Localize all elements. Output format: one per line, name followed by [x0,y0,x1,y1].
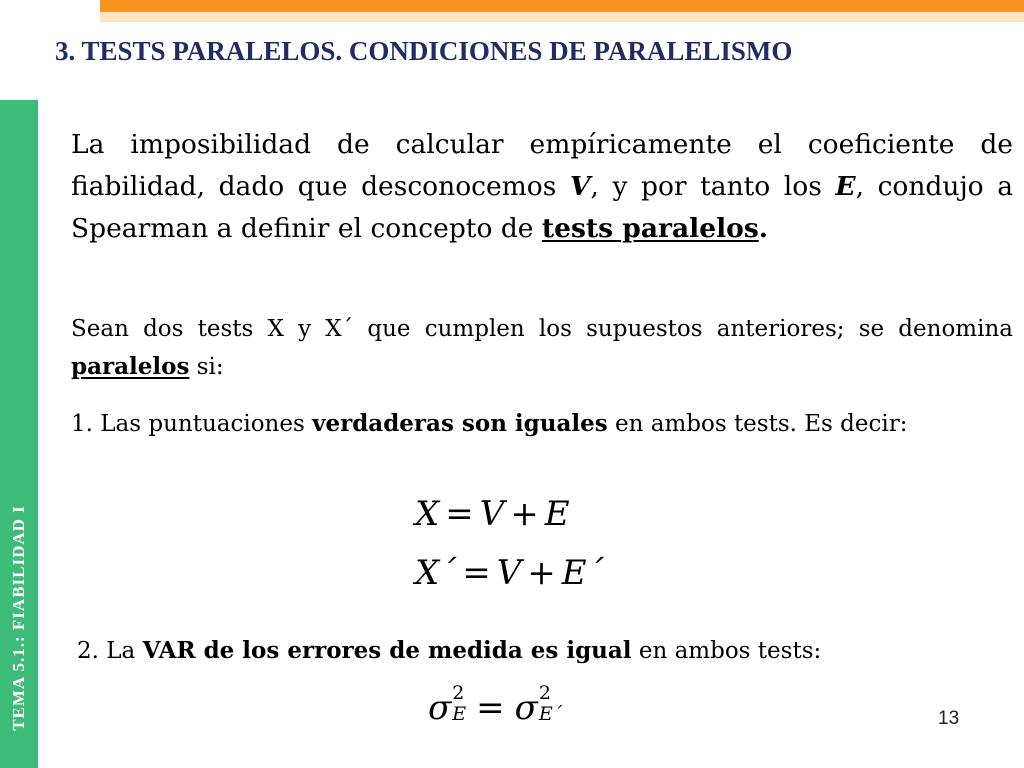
eq2-v: V [496,553,522,593]
condition-2-text-1: 2. La [77,638,143,664]
condition-2-text-2: en ambos tests: [631,638,822,664]
side-label: TEMA 5.1.: FIABILIDAD I [9,505,28,731]
condition-2-paragraph [77,632,821,670]
sub-right: E´ [538,703,563,725]
sup-left: 2 [452,682,465,704]
scripts-right [539,684,562,724]
var-v: V [569,171,591,202]
equation-x-prime [415,553,604,593]
page-number: 13 [938,708,960,729]
sigma-right: σ [514,688,538,728]
condition-2-bold: VAR de los errores de medida es igual [142,637,632,664]
top-accent-bar-light [100,12,1024,22]
sup-right: 2 [538,682,551,704]
intro-paragraph [71,124,1013,250]
eq1-plus: + [510,494,539,534]
eq1-equals: = [445,494,474,534]
intro-text-3: , condujo a Spearman a definir el concepto de [71,171,1013,244]
paralelos-term: paralelos [71,353,190,380]
scripts-left [452,684,466,724]
eq2-lhs: X´ [415,553,457,593]
intro-text-1: La imposibilidad de calcular empíricamente el coeficiente de fiabilidad, dado que desconocemos [71,129,1013,202]
condition-1-text-2: en ambos tests. Es decir: [607,411,908,437]
condition-1-paragraph [71,405,1013,443]
eq2-plus: + [527,553,556,593]
eq1-v: V [479,494,505,534]
condition-1-text-1: 1. Las puntuaciones [71,411,313,437]
intro-period: . [758,213,768,244]
definition-text-2: si: [189,354,224,380]
tests-paralelos-term: tests paralelos [541,213,759,244]
eq2-equals: = [462,553,491,593]
definition-text-1: Sean dos tests X y X´ que cumplen los supuestos anteriores; se denomina [71,316,1013,342]
var-e: E [835,171,856,202]
variance-equation [428,682,563,730]
sub-left: E [452,703,467,725]
eq1-e: E [544,494,570,534]
eq1-lhs: X [415,494,440,534]
slide-title: 3. TESTS PARALELOS. CONDICIONES DE PARALELISMO [55,36,793,66]
definition-paragraph [71,310,1013,386]
intro-text-2: , y por tanto los [590,171,836,202]
variance-equals: = [476,688,505,728]
top-accent-bar [100,0,1024,12]
sigma-left: σ [428,688,452,728]
eq2-e: E´ [561,553,604,593]
equation-x [415,494,570,534]
condition-1-bold: verdaderas son iguales [312,410,608,437]
